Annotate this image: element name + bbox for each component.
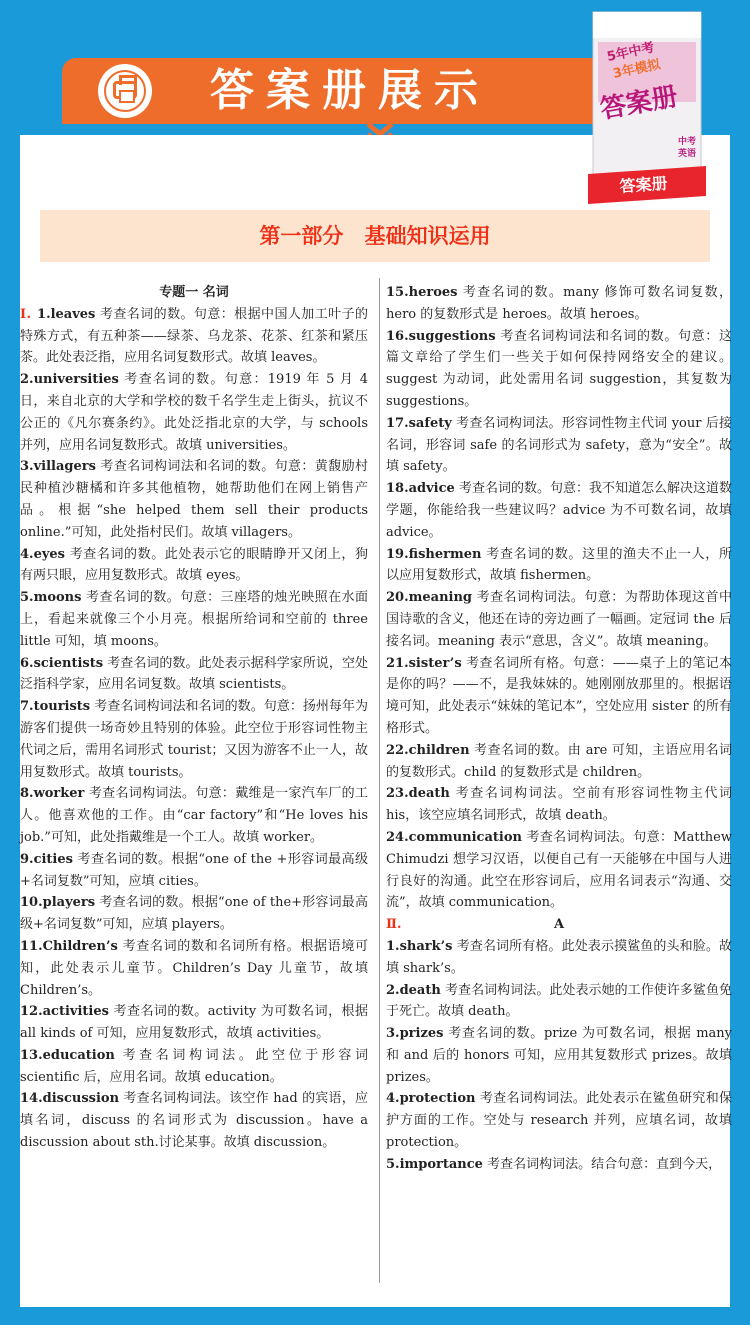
answer-entry (20, 696, 368, 783)
roman-numeral-two: Ⅱ. (386, 917, 402, 933)
answer-entry (20, 653, 368, 697)
answer-entry (386, 740, 732, 784)
answer-explanation: 考查名词的数。many 修饰可数名词复数，hero 的复数形式是 heroes。故填 heroes。 (386, 285, 732, 322)
answer-explanation: 考查名词的数。根据“one of the+形容词最高级+名词复数”可知，应填 players。 (20, 895, 368, 933)
answer-entry (20, 456, 368, 543)
answer-word: 21.sister’s (386, 655, 462, 671)
answer-entry (386, 282, 732, 326)
answer-explanation: 考查名词的数。此处表示它的眼睛睁开又闭上，狗有两只眼，应用复数形式。故填 eyes。 (20, 546, 368, 584)
answer-word: 4.protection (386, 1091, 476, 1107)
book-cover-title: 答案册 (598, 81, 681, 125)
content-panel (20, 135, 730, 1307)
answer-entry (386, 478, 732, 543)
column-divider (379, 278, 380, 1283)
answer-word: 24.communication (386, 829, 522, 845)
answer-word: 19.fishermen (386, 546, 482, 562)
answer-explanation: 考查名词的数。句意：1919 年 5 月 4 日，来自北京的大学和学校的数千名学生走上街头，抗议不公正的《凡尔赛条约》。此处泛指北京的大学，与 schools 并列，应用名词复数形式。故填 universities。 (20, 372, 368, 453)
answer-entry (20, 369, 368, 456)
answer-explanation: 考查名词构词法和名词的数。句意：扬州每年为游客们提供一场奇妙且特别的体验。此空位于形容词性物主代词之后，需用名词形式 tourist；又因为游客不止一人，故用复数形式。故填 tourists。 (20, 699, 368, 780)
answer-entry (386, 827, 732, 914)
answer-book-cover (588, 6, 708, 206)
answer-word: 4.eyes (20, 546, 65, 562)
right-column (386, 282, 732, 1176)
answer-entry (20, 1088, 368, 1153)
book-subject-b: 英语 (678, 149, 697, 159)
answer-word: 5.moons (20, 590, 82, 606)
answer-word: 13.education (20, 1047, 115, 1063)
answer-entry (386, 413, 732, 478)
book-ribbon: 答案册 (618, 173, 669, 196)
header-banner (62, 58, 622, 124)
answer-word: 10.players (20, 895, 96, 911)
answer-explanation: 考查名词所有格。句意：——桌子上的笔记本是你的吗？——不，是我妹妹的。她刚刚放那里的。根据语境可知，此处表示“妹妹的笔记本”，空处应用 sister 的所有格形式。 (386, 655, 732, 736)
answer-word: 23.death (386, 786, 450, 802)
book-brand-b: 3年模拟 (611, 57, 662, 82)
roman-numeral-one: Ⅰ. (20, 306, 32, 322)
answer-entry (20, 1045, 368, 1089)
answer-word: 2.death (386, 982, 441, 998)
answer-explanation: 考查名词的数。句意：三座塔的烛光映照在水面上，看起来就像三个小月亮。根据所给词和空前的 three little 可知，填 moons。 (20, 590, 368, 649)
answer-explanation: 考查名词的数。句意：根据中国人加工叶子的特殊方式，有五种茶——绿茶、乌龙茶、花茶、红茶和紧压茶。此处表泛指，应用名词复数形式。故填 leaves。 (20, 306, 368, 366)
answer-explanation: 考查名词的数。此处表示据科学家所说，空处泛指科学家，应用名词复数。故填 scientists。 (20, 655, 368, 693)
topic-title: 专题一 名词 (159, 285, 229, 300)
answer-explanation: 考查名词构词法。句意：戴维是一家汽车厂的工人。他喜欢他的工作。由“car factory”和“He loves his job.”可知，此处指戴维是一个工人。故填 worker。 (20, 786, 368, 845)
answer-explanation: 考查名词构词法和名词的数。句意：黄馥励村民种植沙糖橘和许多其他植物，她帮助他们在网上销售产品。根据“she helped them sell their products online.”可知，此处指村民们。故填 villagers。 (20, 459, 368, 540)
answer-word: 16.suggestions (386, 328, 496, 344)
answer-explanation: 考查名词的数。由 are 可知，主语应用名词的复数形式。child 的复数形式是 children。 (386, 742, 732, 780)
answer-explanation: 考查名词构词法。该空作 had 的宾语，应填名词，discuss 的名词形式为 discussion。have a discussion about sth.讨论某事。故填 discussion。 (20, 1091, 368, 1151)
answer-entry (386, 783, 732, 827)
answer-entry (20, 1001, 368, 1045)
answer-word: 1.shark’s (386, 938, 453, 954)
answer-entry (20, 783, 368, 848)
answer-entry (386, 653, 732, 740)
book-subject-a: 中考 (678, 137, 697, 147)
answer-explanation: 考查名词构词法。空前有形容词性物主代词 his，该空应填名词形式，故填 death。 (386, 786, 732, 824)
answer-explanation: 考查名词构词法。此处表示在鲨鱼研究和保护方面的工作。空处与 research 并列，应填名词，故填 protection。 (386, 1091, 732, 1151)
answer-word: 22.children (386, 742, 470, 758)
left-column (20, 282, 368, 1154)
answer-explanation: 考查名词构词法。形容词性物主代词 your 后接名词，形容词 safe 的名词形式为 safety，意为“安全”。故填 safety。 (386, 415, 732, 475)
subsection-a: A (553, 917, 565, 933)
answer-word: 20.meaning (386, 590, 472, 606)
banner-title: 答案册展示 (210, 65, 490, 116)
answer-explanation: 考查名词构词法。句意：为帮助体现这首中国诗歌的含义，他还在诗的旁边画了一幅画。定冠词 the 后接名词。meaning 表示“意思，含义”。故填 meaning。 (386, 590, 732, 649)
answer-explanation: 考查名词的数。这里的渔夫不止一人，所以应用复数形式，故填 fishermen。 (386, 546, 732, 584)
answer-explanation: 考查名词构词法。句意：Matthew Chimudzi 想学习汉语，以便自己有一天能够在中国与人进行良好的沟通。此空在形容词后，应用名词表示“沟通、交流”，故填 communication。 (386, 829, 732, 911)
answer-explanation: 考查名词所有格。此处表示摸鲨鱼的头和脸。故填 shark’s。 (386, 938, 732, 976)
answer-entry (20, 304, 368, 369)
answer-word: 14.discussion (20, 1091, 120, 1107)
right-entries-b (386, 936, 732, 1176)
answer-entry (386, 544, 732, 588)
answer-explanation: 考查名词构词法和名词的数。句意：这篇文章给了学生们一些关于如何保持网络安全的建议。suggest 为动词，此处需用名词 suggestion，其复数为 suggestions。 (386, 328, 732, 409)
answer-entry (386, 980, 732, 1024)
answer-explanation: 考查名词构词法。此空位于形容词 scientific 后，应用名词。故填 education。 (20, 1047, 368, 1085)
section-header (40, 210, 710, 262)
answer-entry (20, 587, 368, 652)
answer-word: 17.safety (386, 415, 452, 431)
answer-word: 18.advice (386, 481, 455, 497)
answer-word: 7.tourists (20, 699, 91, 715)
answer-entry (386, 1088, 732, 1153)
answer-entry (386, 587, 732, 652)
answer-entry (386, 1023, 732, 1088)
answer-explanation: 考查名词的数。activity 为可数名词，根据 all kinds of 可知，应用复数形式，故填 activities。 (20, 1004, 368, 1042)
section-title: 第一部分 基础知识运用 (259, 224, 491, 248)
book-brand-a: 5年中考 (605, 40, 656, 65)
printer-icon (98, 64, 152, 118)
answer-word: 6.scientists (20, 655, 104, 671)
answer-entry (20, 544, 368, 588)
answer-entry (20, 936, 368, 1001)
answer-explanation: 考查名词构词法。此处表示她的工作使许多鲨鱼免于死亡。故填 death。 (386, 982, 732, 1020)
answer-word: 3.villagers (20, 459, 96, 475)
answer-explanation: 考查名词构词法。结合句意：直到今天， (482, 1156, 722, 1172)
answer-entry (20, 849, 368, 893)
left-entries (20, 304, 368, 1154)
answer-word: 11.Children’s (20, 938, 118, 954)
answer-word: 8.worker (20, 786, 85, 802)
answer-word: 9.cities (20, 851, 73, 867)
right-entries-a (386, 282, 732, 914)
answer-word: 12.activities (20, 1004, 109, 1020)
answer-entry (20, 892, 368, 936)
answer-word: 5.importance (386, 1156, 483, 1172)
answer-explanation: 考查名词的数。根据“one of the +形容词最高级+名词复数”可知，应填 cities。 (20, 851, 368, 889)
answer-word: 3.prizes (386, 1026, 444, 1042)
answer-entry (386, 326, 732, 413)
answer-entry (386, 936, 732, 980)
answer-explanation: 考查名词的数。prize 为可数名词，根据 many 和 and 后的 honors 可知，应用其复数形式 prizes。故填 prizes。 (386, 1026, 732, 1085)
answer-word: 1.leaves (37, 306, 96, 322)
answer-explanation: 考查名词的数。句意：我不知道怎么解决这道数学题，你能给我一些建议吗？advice 为不可数名词，故填 advice。 (386, 481, 732, 540)
answer-word: 15.heroes (386, 285, 458, 300)
answer-entry (386, 1154, 732, 1176)
answer-word: 2.universities (20, 372, 119, 388)
answer-explanation: 考查名词的数和名词所有格。根据语境可知，此处表示儿童节。Children’s Day 儿童节，故填 Children’s。 (20, 938, 368, 998)
